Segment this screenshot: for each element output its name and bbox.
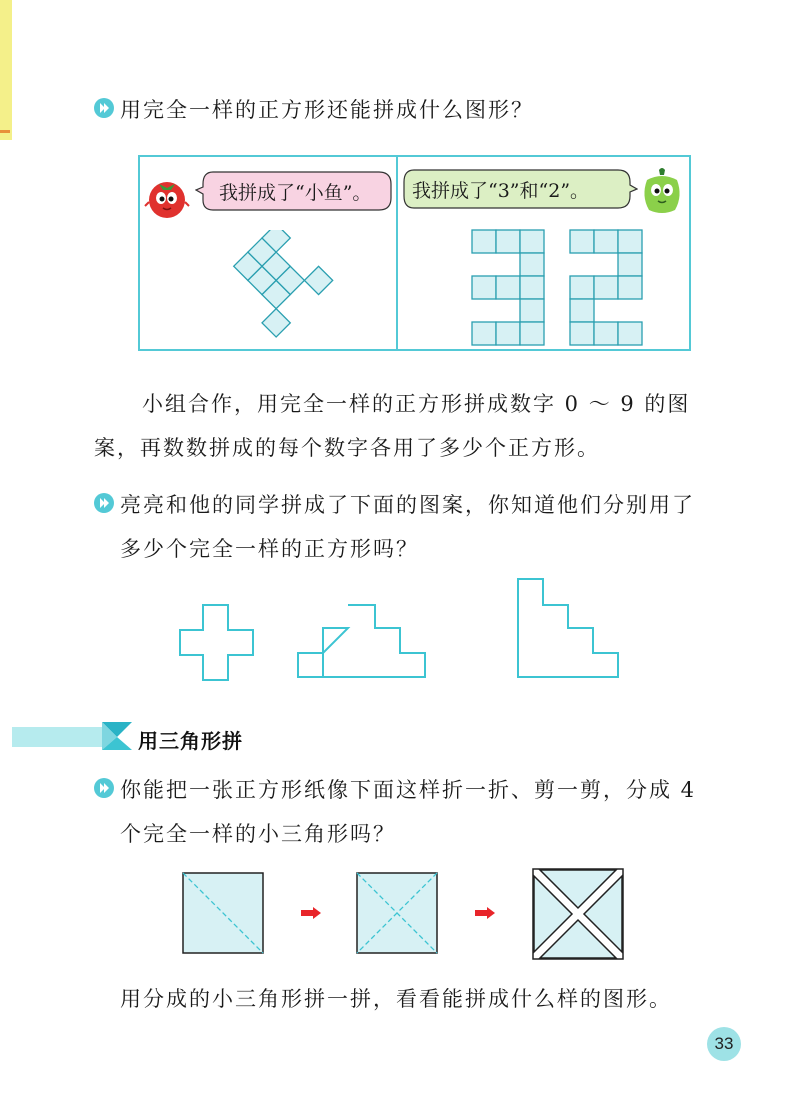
bullet-icon xyxy=(93,492,115,514)
panel-divider xyxy=(396,155,398,351)
square-cut-triangles xyxy=(532,868,624,960)
question-1: 用完全一样的正方形还能拼成什么图形？ xyxy=(120,98,534,122)
question-3-line-1: 你能把一张正方形纸像下面这样折一折、剪一剪，分成 4 xyxy=(120,778,697,802)
section-title: 用三角形拼 xyxy=(138,729,243,753)
pyramid-outline xyxy=(298,605,425,677)
staircase-outline xyxy=(518,579,618,677)
red-arrow-icon xyxy=(300,906,322,920)
bubble-left-text: 我拼成了“小鱼”。 xyxy=(219,182,372,204)
square-fold-2 xyxy=(356,872,440,956)
question-3-line-2: 个完全一样的小三角形吗？ xyxy=(120,822,396,846)
pepper-mascot-icon xyxy=(637,166,687,218)
bubble-right-text: 我拼成了“3”和“2”。 xyxy=(412,180,590,202)
bullet-icon xyxy=(93,777,115,799)
digit-3-square-pattern xyxy=(470,228,546,346)
page-number: 33 xyxy=(707,1027,741,1061)
outline-shapes xyxy=(175,570,625,686)
question-2-line-1: 亮亮和他的同学拼成了下面的图案，你知道他们分别用了 xyxy=(120,493,695,517)
section-band xyxy=(12,727,104,747)
red-arrow-icon xyxy=(474,906,496,920)
digit-2-square-pattern xyxy=(568,228,644,346)
cross-outline xyxy=(180,605,253,680)
tomato-mascot-icon xyxy=(143,176,191,222)
fish-square-pattern xyxy=(200,230,340,340)
paragraph-line-2: 案，再数数拼成的每个数字各用了多少个正方形。 xyxy=(94,436,600,460)
paragraph-line-1: 小组合作，用完全一样的正方形拼成数字 0 ～ 9 的图 xyxy=(142,392,691,416)
side-tick-mark xyxy=(0,130,10,133)
side-color-bar xyxy=(0,0,12,140)
square-fold-1 xyxy=(182,872,266,956)
bullet-icon xyxy=(93,97,115,119)
section-triangle-icon xyxy=(100,720,134,752)
question-2-line-2: 多少个完全一样的正方形吗？ xyxy=(120,537,419,561)
closing-line: 用分成的小三角形拼一拼，看看能拼成什么样的图形。 xyxy=(120,987,672,1011)
